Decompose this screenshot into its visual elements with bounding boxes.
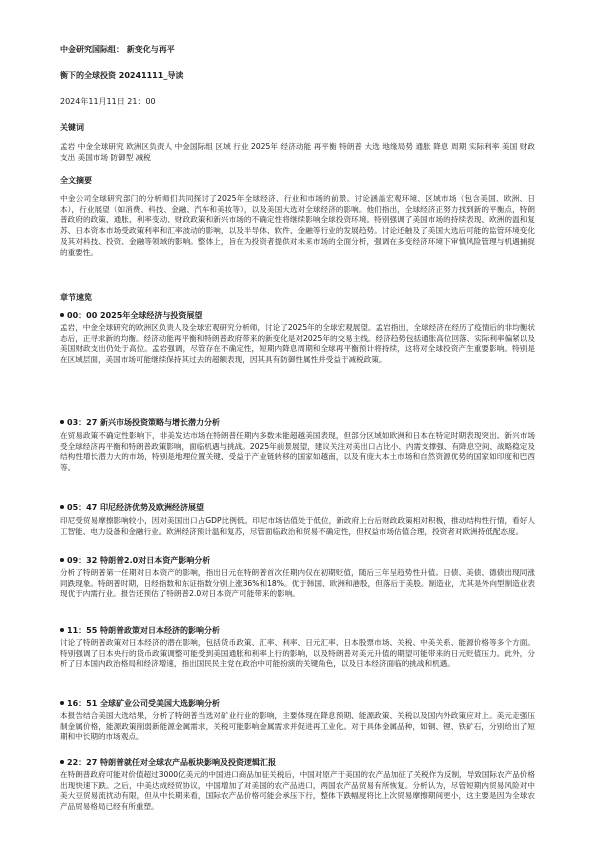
bullet-dot-icon bbox=[60, 505, 64, 509]
chapter-text: 讨论了特朗普政策对日本经济的潜在影响，包括货币政策、汇率、利率、日元汇率、日本股票市场、关税、中美关系、能源价格等多个方面。特别强调了日本央行的货币政策调整可能受到美国通胀和利率上行的影响，以及特朗普对美元升值的期望可能带来的日元贬值压力。此外，分析了日本国内政治格局和经济增速，指出国民民主党在政治中可能扮演的关键角色，以及日本经济面临的挑战和机遇。 bbox=[60, 638, 535, 669]
chapter-title: 09：32 特朗普2.0对日本资产影响分析 bbox=[60, 556, 210, 566]
chapter-text: 在贸易政策不确定性影响下，非美发达市场在特朗普任期内多数未能超越美国表现，但部分区域如欧洲和日本在特定时期表现突出。新兴市场受全球经济再平衡和特朗普政策影响，面临机遇与挑战。2025年前景展望，建议关注对美出口占比小、内需支撑强、有降息空间、战略稳定及结构性增长潜力大的市场，特别是地理位置关键、受益于产业链转移的国家如越南，以及有庞大本土市场和自然资源优势的国家如印度和巴西等。 bbox=[60, 431, 535, 473]
bullet-dot-icon bbox=[60, 701, 64, 705]
chapter-title: 16：51 全球矿业公司受美国大选影响分析 bbox=[60, 699, 220, 709]
bullet-dot-icon bbox=[60, 628, 64, 632]
document-title-line1: 中金研究国际组： 新变化与再平 bbox=[60, 45, 175, 54]
chapter-text: 分析了特朗普第一任期对日本资产的影响，指出日元在特朗普首次任期内仅在初期贬值，随后三年呈趋势性升值。日债、美债、德债出现同涨同跌现象。特朗普时期，日经指数和东证指数分别上涨36%和18%。优于韩国、欧洲和港股，但落后于美股。制造业，尤其是外向型制造业表现优于内需行业。报告还预估了特朗普2.0对日本资产可能带来的影响。 bbox=[60, 568, 535, 599]
document-datetime: 2024年11月11日 21：00 bbox=[60, 97, 156, 106]
document-title-line2: 衡下的全球投资 20241111_导读 bbox=[60, 71, 184, 80]
chapter-text: 孟岩，中金全球研究的欧洲区负责人及全球宏观研究分析师，讨论了2025年的全球宏观展望。孟岩指出，全球经济在经历了疫情后的非均衡状态后，正寻求新的均衡。经济动能再平衡和特朗普政府带来的新变化是对2025年的交易主线。经济趋势包括通胀高位回落、实际利率偏紧以及美国财政支出仍处于高位。孟岩强调，尽管存在不确定性，短期内降息周期和全球再平衡预计将持续，这将对全球投资产生重要影响。特别是在区域层面，美国市场可能继续保持其过去的超额表现，因其具有防御性属性并受益于减税政策。 bbox=[60, 323, 535, 365]
bullet-dot-icon bbox=[60, 760, 64, 764]
keywords-text: 孟岩 中金全球研究 欧洲区负责人 中金国际组 区域 行业 2025年 经济动能 再平衡 特朗普 大选 地缘局势 通胀 降息 周期 实际利率 美国 财政支出 美国市场 防御型 减税 bbox=[60, 142, 535, 162]
chapter-title: 00：00 2025年全球经济与投资展望 bbox=[60, 311, 202, 321]
chapter-title: 11：55 特朗普政策对日本经济的影响分析 bbox=[60, 626, 220, 636]
chapter-title: 22：27 特朗普就任对全球农产品板块影响及投资逻辑汇报 bbox=[60, 758, 276, 768]
bullet-dot-icon bbox=[60, 420, 64, 424]
chapter-text: 印尼受贸易摩擦影响较小，因对美国出口占GDP比例低。印尼市场估值处于低位，新政府上台后财政政策相对积极，推动结构性行情，看好人工智能、电力设备和金融行业。欧洲经济预计温和复苏，尽管面临政治和贸易不确定性，但权益市场估值合理，投资者对欧洲持低配态度。 bbox=[60, 516, 535, 536]
summary-text: 中金公司全球研究部门的分析师们共同探讨了2025年全球经济、行业和市场的前景。讨论涵盖宏观环境、区域市场（包含美国、欧洲、日本），行业展望（如消费、科技、金融、汽车和美妆等），以及美国大选对全球经济的影响。他们指出，全球经济正努力找到新的平衡点，特朗普政府的政策、通胀、利率变动、财政政策和新兴市场的不确定性将继续影响全球投资环境。特别强调了美国市场的持续表现、欧洲的温和复苏、日本资本市场受政策利率和汇率波动的影响，以及半导体、软件、金融等行业的发展趋势。讨论还触及了美国大选后可能的监管环境变化及其对科技、投资、金融等领域的影响。整体上，旨在为投资者提供对未来市场的全面分析，强调在多变经济环境下审慎风险管理与机遇捕捉的重要性。 bbox=[60, 194, 535, 257]
chapters-heading: 章节速览 bbox=[60, 293, 92, 302]
chapter-text: 在特朗普政府可能对价值超过3000亿美元的中国进口商品加征关税后，中国对原产于美国的农产品加征了关税作为反制，导致国际农产品价格出现快速下跌。之后，中美达成经贸协议，中国增加了对美国的农产品进口，两国农产品贸易有所恢复。分析认为，尽管短期内贸易风险对中美大豆贸易流扰动有限，但从中长期来看，国际农产品价格可能会承压下行，整体下跌幅度将比上次贸易摩擦期间更小，这主要是因为全球农产品贸易格局已经有所重塑。 bbox=[60, 770, 535, 812]
bullet-dot-icon bbox=[60, 558, 64, 562]
chapter-title: 05：47 印尼经济优势及欧洲经济展望 bbox=[60, 503, 204, 513]
keywords-heading: 关键词 bbox=[60, 123, 84, 132]
chapter-text: 本报告结合美国大选结果，分析了特朗普当选对矿业行业的影响，主要体现在降息预期、能源政策、关税以及国内外政策应对上。美元走强压制金属价格，能源政策削弱新能源金属需求，关税可能影响金属需求并促进再工业化。对于具体金属品种，如铜、锂、铁矿石，分别给出了短期和中长期的市场观点。 bbox=[60, 711, 535, 742]
bullet-dot-icon bbox=[60, 313, 64, 317]
chapter-title: 03：27 新兴市场投资策略与增长潜力分析 bbox=[60, 418, 220, 428]
summary-heading: 全文摘要 bbox=[60, 176, 92, 185]
